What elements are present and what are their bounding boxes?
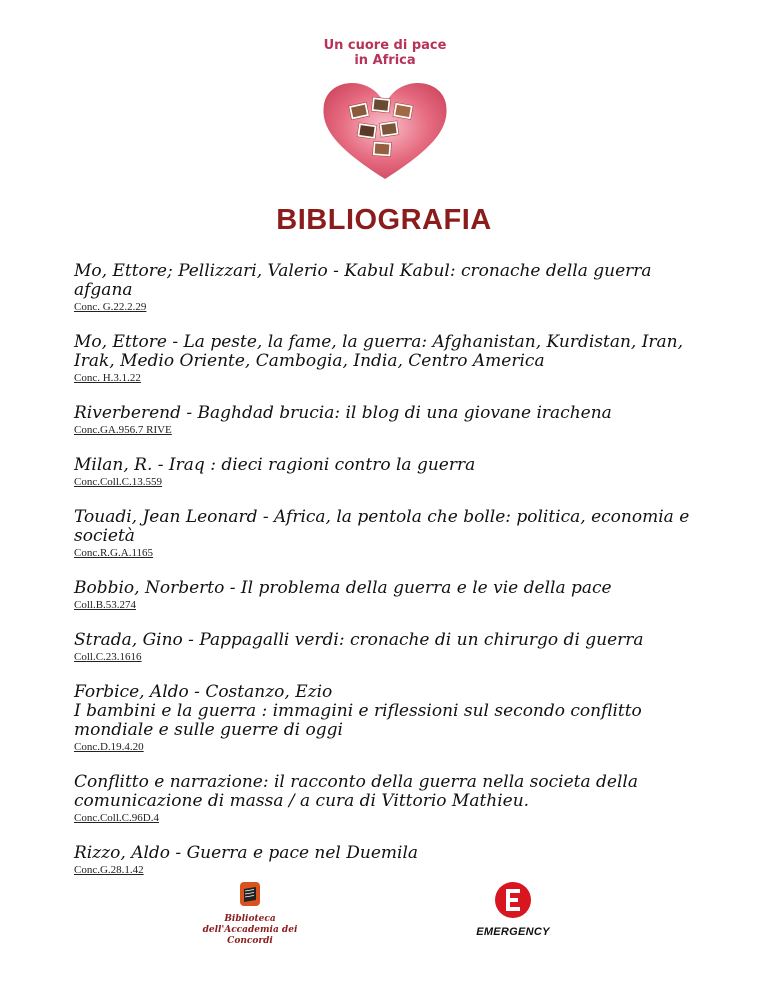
shelf-code: Conc.R.G.A.1165 xyxy=(74,547,154,559)
entry-line: Strada, Gino - Pappagalli verdi: cronache di un chirurgo di guerra xyxy=(74,630,644,650)
entry-line: Forbice, Aldo - Costanzo, Ezio xyxy=(74,682,333,702)
shelf-code: Coll.C.23.1616 xyxy=(74,651,142,663)
bibliography-entry xyxy=(74,456,700,489)
entry-line: comunicazione di massa / a cura di Vittorio Mathieu. xyxy=(74,791,530,811)
library-book-icon xyxy=(232,880,268,910)
bibliography-entry xyxy=(74,579,700,612)
entry-text xyxy=(74,844,700,863)
bibliography-entry xyxy=(74,683,700,754)
logo-line-1: Un cuore di pace xyxy=(323,38,447,53)
emergency-logo xyxy=(468,880,558,938)
page-title: BIBLIOGRAFIA xyxy=(276,204,492,236)
library-logo xyxy=(180,880,320,947)
heart-icon xyxy=(318,74,452,184)
entry-text xyxy=(74,631,700,650)
bibliography-entry xyxy=(74,333,700,385)
bibliography-entry xyxy=(74,844,700,877)
shelf-code: Conc. G.22.2.29 xyxy=(74,301,147,313)
emergency-e-icon xyxy=(493,880,533,920)
library-name-line: Biblioteca xyxy=(224,914,276,924)
entry-line: Irak, Medio Oriente, Cambogia, India, Centro America xyxy=(74,351,545,371)
footer-logos xyxy=(180,880,590,950)
entry-line: Bobbio, Norberto - Il problema della guerra e le vie della pace xyxy=(74,578,612,598)
shelf-code: Conc.Coll.C.96D.4 xyxy=(74,812,159,824)
bibliography-entry xyxy=(74,262,700,314)
bibliography-entry xyxy=(74,631,700,664)
library-name xyxy=(180,914,320,947)
entry-line: Riverberend - Baghdad brucia: il blog di una giovane irachena xyxy=(74,403,612,423)
shelf-code: Conc.D.19.4.20 xyxy=(74,741,144,753)
entry-line: Mo, Ettore; Pellizzari, Valerio - Kabul Kabul: cronache della guerra xyxy=(74,261,652,281)
shelf-code: Conc. H.3.1.22 xyxy=(74,372,141,384)
library-name-line: dell'Accademia dei Concordi xyxy=(202,925,298,946)
event-logo xyxy=(300,38,470,178)
entry-line: afgana xyxy=(74,280,133,300)
event-logo-title xyxy=(300,38,470,68)
bibliography-entry xyxy=(74,508,700,560)
entry-text xyxy=(74,456,700,475)
entry-text xyxy=(74,404,700,423)
shelf-code: Coll.B.53.274 xyxy=(74,599,137,611)
entry-line: mondiale e sulle guerre di oggi xyxy=(74,720,343,740)
entry-text xyxy=(74,262,700,300)
entry-text xyxy=(74,508,700,546)
logo-line-2: in Africa xyxy=(354,53,416,68)
entry-line: Milan, R. - Iraq : dieci ragioni contro la guerra xyxy=(74,455,476,475)
entry-text xyxy=(74,773,700,811)
entry-text xyxy=(74,683,700,740)
entry-text xyxy=(74,579,700,598)
entry-text xyxy=(74,333,700,371)
bibliography-list xyxy=(74,262,700,896)
entry-line: società xyxy=(74,526,135,546)
entry-line: I bambini e la guerra : immagini e riflessioni sul secondo conflitto xyxy=(74,701,642,721)
entry-line: Rizzo, Aldo - Guerra e pace nel Duemila xyxy=(74,843,419,863)
bibliography-entry xyxy=(74,404,700,437)
shelf-code: Conc.G.28.1.42 xyxy=(74,864,144,876)
bibliography-entry xyxy=(74,773,700,825)
shelf-code: Conc.GA.956.7 RIVE xyxy=(74,424,172,436)
entry-line: Touadi, Jean Leonard - Africa, la pentola che bolle: politica, economia e xyxy=(74,507,690,527)
entry-line: Mo, Ettore - La peste, la fame, la guerra: Afghanistan, Kurdistan, Iran, xyxy=(74,332,684,352)
shelf-code: Conc.Coll.C.13.559 xyxy=(74,476,163,488)
entry-line: Conflitto e narrazione: il racconto della guerra nella societa della xyxy=(74,772,638,792)
emergency-label: EMERGENCY xyxy=(476,926,550,938)
